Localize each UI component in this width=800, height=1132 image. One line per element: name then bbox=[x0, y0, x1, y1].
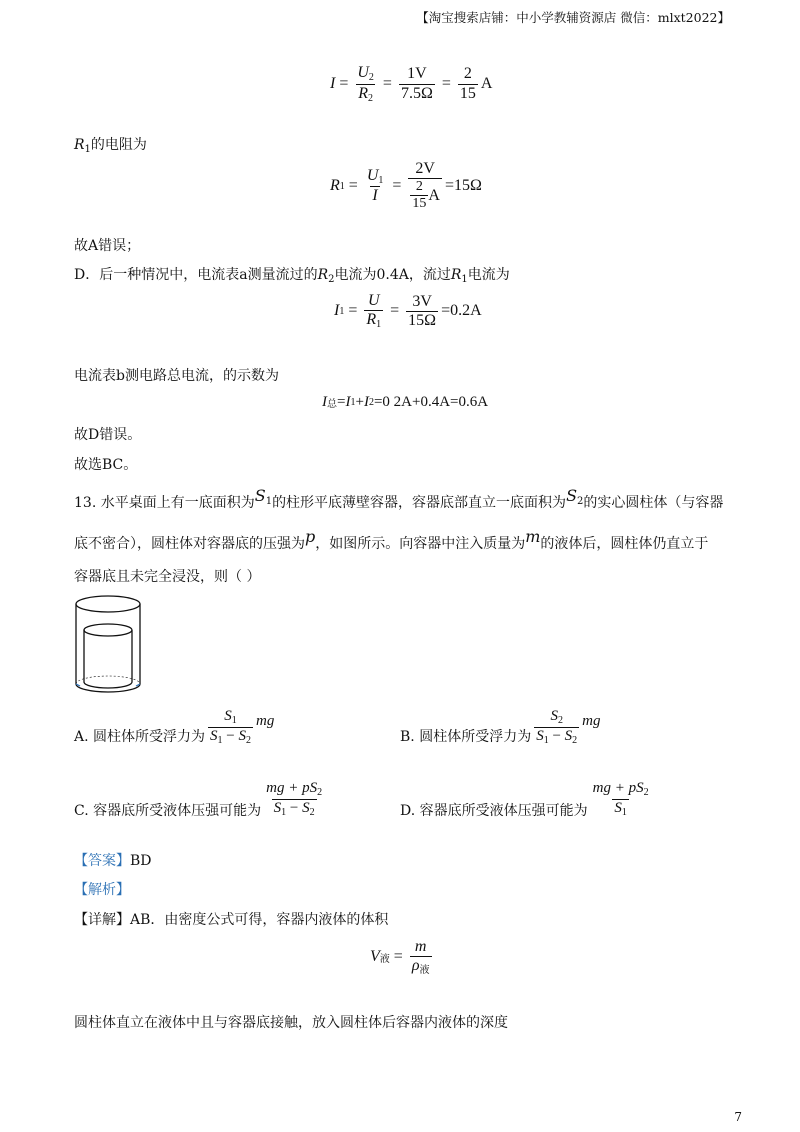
answer-line: 【答案】BD bbox=[74, 853, 152, 869]
equation-r1: R 1 = $\frac{U_1}{I}$ = 2V $\frac{2}{15}$ A =15Ω bbox=[330, 160, 482, 212]
option-a[interactable]: A. 圆柱体所受浮力为 $\frac{S_1}{S_1 - S_2}$ mg bbox=[74, 708, 275, 746]
question-13-line-2: 底不密合），圆柱体对容器底的压强为p，如图所示。向容器中注入质量为m的液体后，圆柱体仍直立于 bbox=[74, 527, 709, 552]
page-header: 【淘宝搜索店铺：中小学教辅资源店 微信：mlxt2022】 bbox=[416, 10, 730, 25]
equation-total-current: I 总 = I 1 + I 2 =0 2A+0.4A=0.6A bbox=[322, 394, 489, 410]
r1-resistance-line: $R_1$的电阻为 bbox=[74, 137, 147, 155]
option-b[interactable]: B. 圆柱体所受浮力为 $\frac{S_2}{S_1 - S_2}$ mg bbox=[400, 708, 601, 746]
question-13-line-3: 容器底且未完全浸没，则（ ） bbox=[74, 569, 261, 585]
select-line: 故选BC。 bbox=[74, 457, 138, 473]
question-13-line-1: 13. 水平桌面上有一底面积为$S_1$的柱形平底薄壁容器，容器底部直立一底面积为$S_2$的实心圆柱体（与容器 bbox=[74, 486, 724, 511]
depth-line: 圆柱体直立在液体中且与容器底接触，放入圆柱体后容器内液体的深度 bbox=[74, 1015, 508, 1031]
ammeter-b-line: 电流表b测电路总电流，的示数为 bbox=[74, 368, 279, 384]
option-d[interactable]: D. 容器底所受液体压强可能为 $\frac{mg + pS_2}{S_1}$ bbox=[400, 780, 649, 819]
d-wrong-line: 故D错误。 bbox=[74, 427, 142, 443]
option-d-explanation: D．后一种情况中，电流表a测量流过的$R_2$电流为0.4A，流过$R_1$电流为 bbox=[74, 267, 510, 285]
equation-volume: V 液 = $\frac{m}{\rho_液}$ bbox=[370, 938, 430, 977]
detail-line: 【详解】AB．由密度公式可得，容器内液体的体积 bbox=[74, 912, 389, 928]
option-c[interactable]: C. 容器底所受液体压强可能为 $\frac{mg + pS_2}{S_1 - S_2}$ bbox=[74, 780, 323, 819]
analysis-tag: 【解析】 bbox=[74, 882, 130, 898]
container-cylinder-figure bbox=[70, 592, 148, 696]
equation-i1: I 1 = $\frac{U}{R_1}$ = $\frac{3V}{15\Omega}$ =0.2A bbox=[334, 292, 482, 331]
page-number: 7 bbox=[734, 1110, 742, 1124]
eq-var: I bbox=[330, 75, 336, 92]
a-wrong-line: 故A错误； bbox=[74, 238, 141, 254]
equation-current: I = $\frac{U_2}{R_2}$ = $\frac{1V}{7.5\Omega}$ = $\frac{2}{15}$ A bbox=[330, 64, 493, 104]
